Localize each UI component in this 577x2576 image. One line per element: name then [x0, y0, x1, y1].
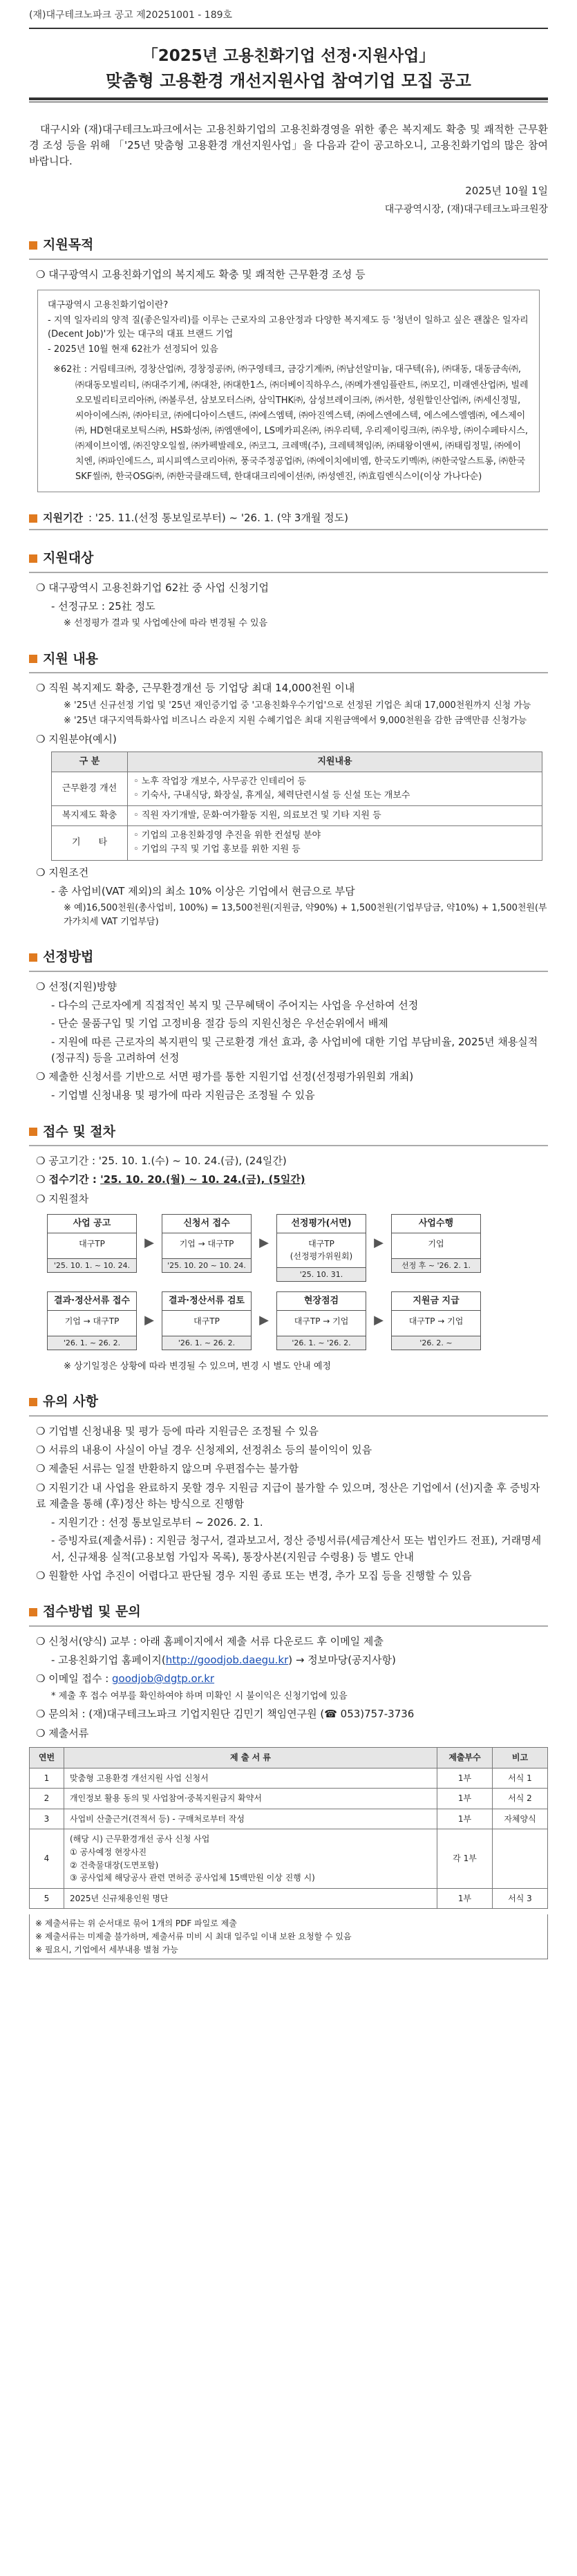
table-header: 비고 [493, 1747, 548, 1768]
flow-note: ※ 상기일정은 상황에 따라 변경될 수 있으며, 변경 시 별도 안내 예정 [64, 1361, 331, 1372]
table-row: 근무환경 개선 ◦ 노후 작업장 개보수, 사무공간 인테리어 등 ◦ 기숙사, 구내식당, 화장실, 휴게실, 체력단련시설 등 신설 또는 개보수 [52, 772, 542, 805]
homepage-link[interactable]: http://goodjob.daegu.kr [165, 1653, 289, 1666]
content-main: ❍ 직원 복지제도 확충, 근무환경개선 등 기업당 최대 14,000천원 이내 [36, 681, 355, 694]
caution-item: ❍ 제출된 서류는 일절 반환하지 않으며 우편접수는 불가함 [36, 1462, 299, 1475]
contact-line: ❍ 문의처 : (재)대구테크노파크 기업지원단 김민기 책임연구원 (☎ 053)757-3736 [36, 1708, 415, 1721]
arrow-right-icon: ▶ [259, 1235, 269, 1250]
arrow-right-icon: ▶ [144, 1235, 154, 1250]
table-header: 구 분 [52, 752, 128, 772]
square-bullet-icon [29, 953, 37, 962]
support-field-table [51, 752, 542, 861]
table-header: 제 출 서 류 [64, 1747, 437, 1768]
section-content [29, 649, 548, 930]
email-line: ❍ 이메일 접수 : goodjob@dgtp.or.kr [36, 1672, 215, 1686]
section-procedure [29, 1122, 548, 1374]
caution-sub: - 지원기간 : 선정 통보일로부터 ~ 2026. 2. 1. [51, 1516, 263, 1529]
arrow-right-icon: ▶ [374, 1313, 384, 1328]
content-note: ※ '25년 대구지역특화사업 비즈니스 라운지 지원 수혜기업은 최대 지원금액에서 9,000천원을 감한 금액만큼 신청가능 [64, 716, 527, 727]
table-header: 지원내용 [128, 752, 542, 772]
procedure-flow [47, 1214, 548, 1351]
table-row: 3 사업비 산출근거(견적서 등) - 구매처로부터 작성 1부 자체양식 [30, 1809, 548, 1829]
target-text: ❍ 대구광역시 고용친화기업 62社 중 사업 신청기업 [36, 581, 269, 594]
section-target [29, 548, 548, 631]
announce-period: ❍ 공고기간 : '25. 10. 1.(수) ~ 10. 24.(금), (24일간) [36, 1155, 287, 1167]
arrow-right-icon: ▶ [374, 1235, 384, 1250]
caution-item: ❍ 기업별 신청내용 및 평가 등에 따라 지원금은 조정될 수 있음 [36, 1424, 319, 1437]
section-contact [29, 1602, 548, 1959]
flow-step: 사업수행 기업 선정 후 ~ '26. 2. 1. [391, 1214, 481, 1273]
table-row: 1 맞춤형 고용환경 개선지원 사업 신청서 1부 서식 1 [30, 1768, 548, 1789]
square-bullet-icon [29, 1608, 37, 1616]
document-number: (재)대구테크노파크 공고 제20251001 - 189호 [29, 8, 548, 29]
section-cautions [29, 1392, 548, 1584]
docs-notes: ※ 제출서류는 위 순서대로 묶어 1개의 PDF 파일로 제출 ※ 제출서류는 미제출 불가하며, 제출서류 미비 시 최대 일주일 이내 보완 요청할 수 있음 ※ 필요시, 기업에서 세부내용 별첨 가능 [29, 1914, 548, 1959]
section-selection [29, 947, 548, 1103]
caution-item: ❍ 지원기간 내 사업을 완료하지 못할 경우 지원금 지급이 불가할 수 있으며, 정산은 기업에서 (선)지출 후 증빙자료 제출을 통해 (후)정산 하는 방식으로 진행함 [36, 1481, 540, 1510]
selection-item: - 기업별 신청내용 및 평가에 따라 지원금은 조정될 수 있음 [51, 1089, 315, 1102]
table-header: 제출부수 [437, 1747, 493, 1768]
section-heading: 지원목적 [29, 235, 548, 259]
intro-paragraph: 대구시와 (재)대구테크노파크에서는 고용친화기업의 고용친화경영을 위한 좋은 복지제도 확충 및 쾌적한 근무환경 조성 등을 위해 「'25년 맞춤형 고용환경 개선지원사업」을 다음과 같이 공고하오니, 고용친화기업의 많은 참여 바랍니다. [29, 122, 548, 168]
square-bullet-icon [29, 554, 37, 563]
condition-example: ※ 예)16,500천원(총사업비, 100%) = 13,500천원(지원금, 약90%) + 1,500천원(기업부담금, 약10%) + 1,500천원(부가가치세 VAT 기업부담) [64, 903, 547, 928]
section-heading: 지원대상 [29, 548, 548, 572]
procedure-label: ❍ 지원절차 [36, 1192, 89, 1205]
square-bullet-icon [29, 241, 37, 250]
target-scale: - 선정규모 : 25社 정도 [51, 600, 155, 613]
title-line-1: 「2025년 고용친화기업 선정·지원사업」 [142, 46, 435, 65]
period-text: : '25. 11.(선정 통보일로부터) ~ '26. 1. (약 3개월 정도) [88, 512, 348, 525]
table-row: 5 2025년 신규채용인원 명단 1부 서식 3 [30, 1888, 548, 1909]
table-row: 복지제도 확충 ◦ 직원 자기개발, 문화·여가활동 지원, 의료보건 및 기타 지원 등 [52, 806, 542, 826]
field-label: ❍ 지원분야(예시) [36, 732, 117, 745]
email-link[interactable]: goodjob@dgtp.or.kr [112, 1672, 215, 1686]
flow-step: 지원금 지급 대구TP → 기업 '26. 2. ~ [391, 1291, 481, 1350]
flow-step: 결과·정산서류 검토 대구TP '26. 1. ~ 26. 2. [162, 1291, 252, 1350]
section-purpose [29, 235, 548, 492]
caution-sub: - 증빙자료(제출서류) : 지원금 청구서, 결과보고서, 정산 증빙서류(세금계산서 또는 법인카드 전표), 거래명세서, 신규채용 실적(고용보험 가입자 목록), 통장사본(지원금 수령용) 등 별도 안내 [51, 1534, 542, 1563]
company-list: ※62社 : 거림테크㈜, 경창산업㈜, 경창정공㈜, ㈜구영테크, 금강기계㈜, ㈜남선알미늄, 대구텍(유), ㈜대동, 대동금속㈜, ㈜대동모빌리티, ㈜대주기계, ㈜대찬, ㈜대한1스, ㈜더베이직하우스, ㈜메가젠임플란트, ㈜모긴, 미래엔산업㈜, 빌레오모빌리티코리아㈜, ㈜볼루션, 삼보모터스㈜, 삼익THK㈜, 삼성브레이크㈜, ㈜서한, 성원할인산업㈜, ㈜세신정밀, 씨아이에스㈜, ㈜아티코, ㈜에디아이스텐드, ㈜에스엠텍, ㈜아진엑스텍, ㈜에스엔에스텍, 에스에스엘엠㈜, 에스제이㈜, HD현대로보틱스㈜, HS화성㈜, ㈜엠앤에이, LS메카피온㈜, ㈜우리텍, 우리제이링크㈜, ㈜우방, ㈜이수페타시스, ㈜제이브이엠, ㈜진양오일씰, ㈜카펙발레오, ㈜코그, 크레맥(주), 크레텍책임㈜, ㈜태왕이앤씨, ㈜태림정밀, ㈜에이치엔, ㈜파인에드스, 피시피엑스코리아㈜, 풍국주정공업㈜, ㈜에이치에비엠, 한국도키멕㈜, ㈜한국알스트롱, ㈜한국SKF씰㈜, 한국OSG㈜, ㈜한국클래드텍, 한대대크리에이션㈜, ㈜성엔진, ㈜효림엔식스이(이상 가나다순) [53, 364, 529, 483]
homepage-line: - 고용친화기업 홈페이지(http://goodjob.daegu.kr) → 정보마당(공지사항) [51, 1653, 396, 1666]
flow-step: 선정평가(서면) 대구TP (선정평가위원회) '25. 10. 31. [276, 1214, 366, 1282]
section-heading: 지원 내용 [29, 649, 548, 673]
title-rule [29, 97, 548, 100]
section-heading: 유의 사항 [29, 1392, 548, 1416]
selection-item: - 다수의 근로자에게 직접적인 복지 및 근무혜택이 주어지는 사업을 우선하여 선정 [51, 999, 419, 1012]
arrow-right-icon: ▶ [259, 1313, 269, 1328]
submission-docs-table [29, 1747, 548, 1909]
section-heading: 지원기간 : '25. 11.(선정 통보일로부터) ~ '26. 1. (약 3개월 정도) [29, 510, 548, 530]
flow-row [47, 1291, 548, 1350]
selection-item: - 단순 물품구입 및 기업 고정비용 절감 등의 지원신청은 우선순위에서 배제 [51, 1017, 388, 1030]
flow-step: 현장점검 대구TP → 기업 '26. 1. ~ '26. 2. [276, 1291, 366, 1350]
table-row: 기 타 ◦ 기업의 고용친화경영 추진을 위한 컨설팅 분야 ◦ 기업의 구직 및 기업 홍보를 위한 지원 등 [52, 826, 542, 860]
title-line-2: 맞춤형 고용환경 개선지원사업 참여기업 모집 공고 [106, 71, 471, 91]
table-row: 4 (해당 시) 근무환경개선 공사 신청 사업 ① 공사예정 현장사진 ② 건축물대장(도면포함) ③ 공사업체 해당공사 관련 면허증 공사업체 15백만원 이상 진행 시) 각 1부 [30, 1829, 548, 1888]
square-bullet-icon [29, 514, 37, 523]
notice-signer: 대구광역시장, (재)대구테크노파크원장 [384, 203, 548, 215]
section-heading: 접수방법 및 문의 [29, 1602, 548, 1626]
flow-row [47, 1214, 548, 1282]
selection-direction: ❍ 선정(지원)방향 [36, 980, 117, 993]
condition-text: - 총 사업비(VAT 제외)의 최소 10% 이상은 기업에서 현금으로 부담 [51, 884, 355, 897]
square-bullet-icon [29, 1128, 37, 1136]
section-period [29, 510, 548, 530]
content-note: ※ '25년 신규선정 기업 및 '25년 재인증기업 중 '고용친화우수기업'으로 선정된 기업은 최대 17,000천원까지 신청 가능 [64, 700, 531, 711]
square-bullet-icon [29, 1398, 37, 1406]
arrow-right-icon: ▶ [144, 1313, 154, 1328]
flow-step: 사업 공고 대구TP '25. 10. 1. ~ 10. 24. [47, 1214, 137, 1273]
apply-method: ❍ 신청서(양식) 교부 : 아래 홈페이지에서 제출 서류 다운로드 후 이메일 제출 [36, 1634, 384, 1648]
friendly-company-box: 대구광역시 고용친화기업이란? - 지역 일자리의 양적 질(좋은일자리)를 이루는 근로자의 고용안정과 다양한 복지제도 등 '청년이 일하고 싶은 괜찮은 일자리(Decent Job)'가 있는 대구의 대표 브랜드 기업 - 2025년 10월 현재 62社가 선정되어 있음 ※62社 : 거림테크㈜, 경창산업㈜, 경창정공㈜, ㈜구영테크, 금강기계㈜, ㈜남선알미늄, 대구텍(유), ㈜대동, 대동금속㈜, ㈜대동모빌리티, ㈜대주기계, ㈜대찬, ㈜대한1스, ㈜더베이직하우스, ㈜메가젠임플란트, ㈜모긴, 미래엔산업㈜, 빌레오모빌리티코리아㈜, ㈜볼루션, 삼보모터스㈜, 삼익THK㈜, 삼성브레이크㈜, ㈜서한, 성원할인산업㈜, ㈜세신정밀, 씨아이에스㈜, ㈜아티코, ㈜에디아이스텐드, ㈜에스엠텍, ㈜아진엑스텍, ㈜에스엔에스텍, 에스에스엘엠㈜, 에스제이㈜, HD현대로보틱스㈜, HS화성㈜, ㈜엠앤에이, LS메카피온㈜, ㈜우리텍, 우리제이링크㈜, ㈜우방, ㈜이수페타시스, ㈜제이브이엠, ㈜진양오일씰, ㈜카펙발레오, ㈜코그, 크레맥(주), 크레텍책임㈜, ㈜태왕이앤씨, ㈜태림정밀, ㈜에이치엔, ㈜파인에드스, 피시피엑스코리아㈜, 풍국주정공업㈜, ㈜에이치에비엠, 한국도키멕㈜, ㈜한국알스트롱, ㈜한국SKF씰㈜, 한국OSG㈜, ㈜한국클래드텍, 한대대크리에이션㈜, ㈜성엔진, ㈜효림엔식스이(이상 가나다순) [37, 290, 540, 492]
flow-step: 결과·정산서류 접수 기업 → 대구TP '26. 1. ~ 26. 2. [47, 1291, 137, 1350]
email-note: * 제출 후 접수 여부를 확인하여야 하며 미확인 시 불이익은 신청기업에 있음 [51, 1691, 348, 1702]
table-header: 연번 [30, 1747, 64, 1768]
flow-step: 신청서 접수 기업 → 대구TP '25. 10. 20 ~ 10. 24. [162, 1214, 252, 1273]
section-heading: 접수 및 절차 [29, 1122, 548, 1146]
apply-period: ❍ 접수기간 : '25. 10. 20.(월) ~ 10. 24.(금), (5일간) [36, 1173, 305, 1186]
target-note: ※ 선정평가 결과 및 사업예산에 따라 변경될 수 있음 [64, 618, 268, 629]
section-heading: 선정방법 [29, 947, 548, 971]
selection-evaluation: ❍ 제출한 신청서를 기반으로 서면 평가를 통한 지원기업 선정(선정평가위원회 개최) [36, 1070, 414, 1083]
square-bullet-icon [29, 655, 37, 663]
selection-item: - 지원에 따른 근로자의 복지편익 및 근로환경 개선 효과, 총 사업비에 대한 기업 부담비율, 2025년 채용실적(정규직) 등을 고려하여 선정 [51, 1035, 538, 1064]
notice-date: 2025년 10월 1일 [465, 185, 548, 198]
title-block [29, 44, 548, 102]
purpose-text: ❍ 대구광역시 고용친화기업의 복지제도 확충 및 쾌적한 근무환경 조성 등 [36, 268, 366, 281]
condition-label: ❍ 지원조건 [36, 866, 89, 879]
table-row: 2 개인정보 활용 동의 및 사업참여·중복지원금지 확약서 1부 서식 2 [30, 1789, 548, 1809]
docs-label: ❍ 제출서류 [36, 1726, 89, 1739]
caution-item: ❍ 서류의 내용이 사실이 아닐 경우 신청제외, 선정취소 등의 불이익이 있음 [36, 1444, 372, 1457]
caution-item: ❍ 원활한 사업 추진이 어렵다고 판단될 경우 지원 종료 또는 변경, 추가 모집 등을 진행할 수 있음 [36, 1569, 472, 1582]
